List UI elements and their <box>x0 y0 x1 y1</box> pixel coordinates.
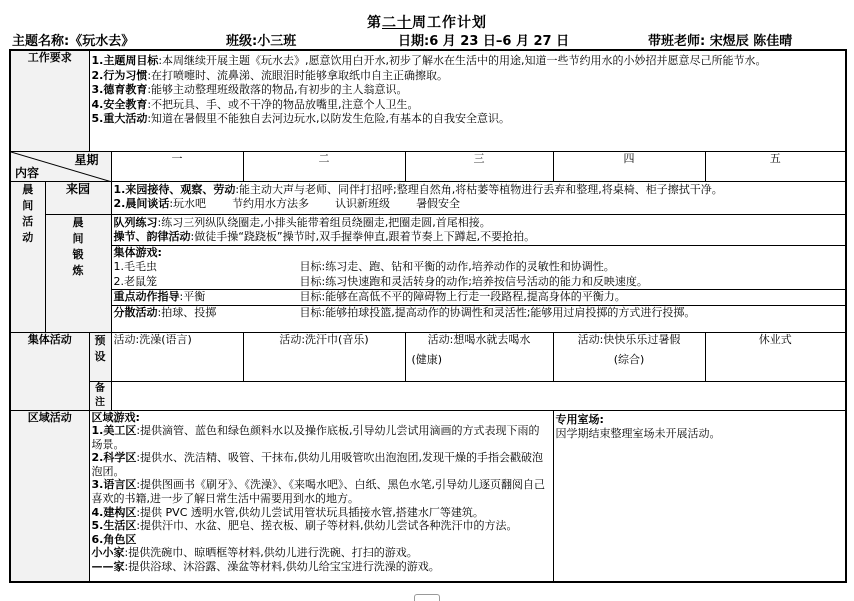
work-item: 4.安全教育:不把玩具、手、或不干净的物品放嘴里,注意个人卫生。 <box>91 97 419 111</box>
group-label: 集体活动 <box>10 332 89 410</box>
game-item: 1.毛毛虫 目标:练习走、跑、钻和平衡的动作,培养动作的灵敏性和协调性。 <box>113 260 615 273</box>
area-item: 小小家:提供洗碗巾、晾晒框等材料,供幼儿进行洗碗、打扫的游戏。 <box>91 546 418 560</box>
note-label: 备注 <box>89 381 111 410</box>
weekday-content-corner <box>10 151 111 181</box>
arrival-row <box>10 181 846 214</box>
page-title: 第二十周工作计划 <box>367 15 487 31</box>
teachers: 带班老师: 宋煜辰 陈佳晴 <box>648 34 793 49</box>
work-row <box>10 50 846 151</box>
exercise-row <box>10 214 846 332</box>
group-day-4: 活动:快快乐乐过暑假 (综合) <box>553 332 705 381</box>
drill-practice: 操节、韵律活动:做徒手操“跷跷板”操节时,双手握拳伸直,跟着节奏上下蹲起,不要抢拍。 <box>113 230 536 243</box>
work-item: 1.主题周目标:本周继续开展主题《玩水去》,愿意饮用白开水,初步了解水在生活中的用途,知道一些节约用水的小妙招并愿意尽己所能节水。 <box>91 54 767 67</box>
week-header-row <box>10 151 846 181</box>
class-name: 班级:小三班 <box>226 34 297 49</box>
group-day-2: 活动:洗汗巾(音乐) <box>243 332 405 381</box>
group-day-1: 活动:洗澡(语言) <box>111 332 243 381</box>
group-day-5: 休业式 <box>705 332 846 381</box>
day-2: 二 <box>243 151 405 181</box>
work-label: 工作要求 <box>10 50 89 151</box>
games-block: 集体游戏: 1.毛毛虫 目标:练习走、跑、钻和平衡的动作,培养动作的灵敏性和协调性。 2.老鼠笼 目标:练习快速跑和灵活转身的动作;培养按信号活动的能力和反映速度。 <box>112 245 846 290</box>
exercise-label: 晨间锻炼 <box>45 214 111 332</box>
arrival-item: 1.来园接待、观察、劳动:能主动大声与老师、同伴打招呼;整理自然角,将枯萎等植物进行丢弃和整理,将桌椅、柜子擦拭干净。 <box>113 182 723 196</box>
day-1: 一 <box>111 151 243 181</box>
theme-name: 主题名称:《玩水去》 <box>12 34 135 49</box>
arrival-label: 来园 <box>45 181 111 214</box>
area-item: 5.生活区:提供汗巾、水盆、肥皂、搓衣板、刷子等材料,供幼儿尝试各种洗汗巾的方法。 <box>91 519 518 533</box>
day-4: 四 <box>553 151 705 181</box>
arrival-item: 2.晨间谈话:玩水吧 节约用水方法多 认识新班级 暑假安全 <box>113 196 461 210</box>
note-content <box>111 381 846 410</box>
scatter-activity: 分散活动:拍球、投掷 目标:能够拍球投篮,提高动作的协调性和灵活性;能够用过肩投掷的方式进行投掷。 <box>112 305 846 321</box>
area-item: 4.建构区:提供 PVC 透明水管,供幼儿尝试用管状玩具插接水管,搭建水厂等建筑。 <box>91 505 484 519</box>
preset-label: 预设 <box>89 332 111 381</box>
key-point: 重点动作指导:平衡 目标:能够在高低不平的障碍物上行走一段路程,提高身体的平衡力。 <box>112 289 846 305</box>
morning-label: 晨间活动 <box>10 181 45 332</box>
work-item: 5.重大活动:知道在暑假里不能独自去河边玩水,以防发生危险,有基本的自我安全意识。 <box>91 112 511 125</box>
area-item: 2.科学区:提供水、洗洁精、吸管、干抹布,供幼儿用吸管吹出泡泡团,发现干燥的手指会戳破泡泡团。 <box>91 451 544 478</box>
area-label: 区域活动 <box>10 410 89 582</box>
date-range: 日期:6 月 23 日–6 月 27 日 <box>398 34 570 49</box>
day-3: 三 <box>405 151 553 181</box>
work-item: 2.行为习惯:在打喷嚏时、流鼻涕、流眼泪时能够拿取纸巾自主正确擦取。 <box>91 68 449 82</box>
area-row <box>10 410 846 582</box>
content-label: 内容 <box>15 165 40 180</box>
game-item: 2.老鼠笼 目标:练习快速跑和灵活转身的动作;培养按信号活动的能力和反映速度。 <box>113 274 648 288</box>
arrival-content <box>111 181 846 214</box>
group-day-3: 活动:想喝水就去喝水 (健康) <box>405 332 553 381</box>
area-item: ——家:提供浴球、沐浴露、澡盆等材料,供幼儿给宝宝进行洗澡的游戏。 <box>91 560 440 574</box>
group-preset-row <box>10 332 846 381</box>
exercise-content <box>111 214 846 332</box>
queue-practice: 队列练习:练习三列纵队绕圈走,小排头能带着组员绕圈走,把圈走圆,首尾相接。 <box>113 215 491 229</box>
work-content <box>89 50 846 151</box>
day-5: 五 <box>705 151 846 181</box>
area-item: 1.美工区:提供滴管、蓝色和绿色颜料水以及操作底板,引导幼儿尝试用滴画的方式表现下雨的场景。 <box>91 424 540 451</box>
area-item: 6.角色区 <box>91 532 137 546</box>
group-note-row <box>10 381 846 410</box>
weekday-label: 星期 <box>74 152 99 167</box>
area-item: 3.语言区:提供图画书《刷牙》、《洗澡》、《来喝水吧》、白纸、黑色水笔,引导幼儿逐页翻阅自己喜欢的书籍,进一步了解日常生活中需要用到水的地方。 <box>91 478 546 506</box>
work-item: 3.德育教育:能够主动整理班级散落的物品,有初步的主人翁意识。 <box>91 83 408 96</box>
area-content: 区域游戏: 1.美工区:提供滴管、蓝色和绿色颜料水以及操作底板,引导幼儿尝试用滴画的方式表现下雨的场景。 2.科学区:提供水、洗洁精、吸管、干抹布,供幼儿用吸管吹出泡泡团,发现干燥的手指会戳破泡泡团。 3.语言区:提供图画书《刷牙》、《洗澡》、《来喝水吧》、白纸、黑色水笔,引导幼儿逐页翻阅自己喜欢的书籍,进一步了解日常生活中需要用到水的地方。 4.建构区:提供 PVC 透明水管,供幼儿尝试用管状玩具插接水管,搭建水厂等建筑。 5.生活区:提供汗巾、水盆、肥皂、搓衣板、刷子等材料,供幼儿尝试各种洗汗巾的方法。 6.角色区 小小家:提供洗碗巾、晾晒框等材料,供幼儿进行洗碗、打扫的游戏。 ——家:提供浴球、沐浴露、澡盆等材料,供幼儿给宝宝进行洗澡的游戏。 <box>89 410 553 582</box>
plan-table <box>9 49 847 583</box>
special-room: 专用室场: 因学期结束整理室场未开展活动。 <box>553 410 846 582</box>
